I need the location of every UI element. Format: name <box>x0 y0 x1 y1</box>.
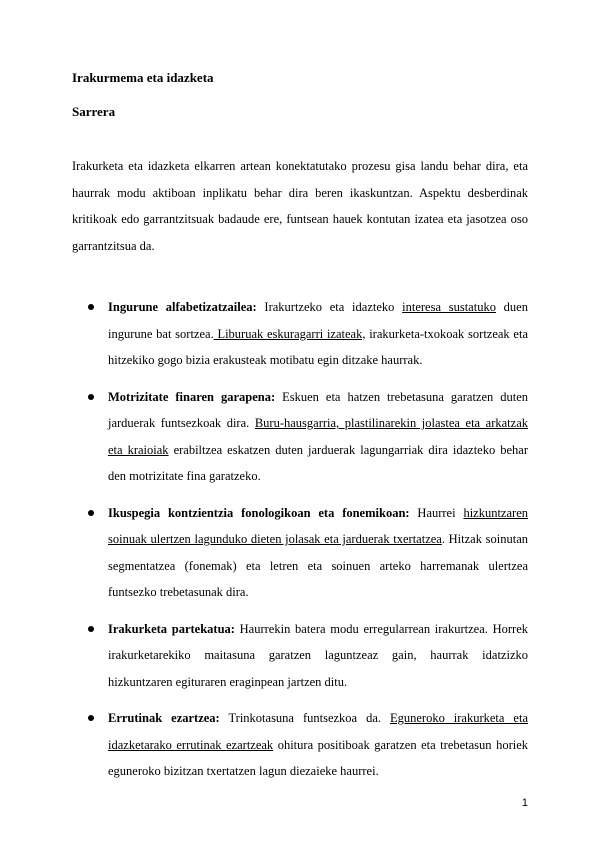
section-heading: Sarrera <box>72 104 116 119</box>
bullet-text: ohitura positiboak garatzen eta trebetasun horiek eguneroko bizitzan txertatzen lagun diezaieke haurrei. <box>108 737 529 778</box>
bullet-icon <box>88 394 94 400</box>
bullet-text: duen ingurune bat sortzea. <box>108 300 528 341</box>
bullet-text: Haurrei <box>409 505 464 520</box>
list-item <box>72 705 528 785</box>
bullet-text: Irakurtzeko eta idazteko <box>256 300 403 314</box>
underlined-text: Buru-hausgarria, plastilinarekin jolastea eta arkatzak eta kraioiak <box>108 416 528 457</box>
underlined-text: hizkuntzaren soinuak ulertzen lagunduko dieten jolasak eta jarduerak txertatzea <box>108 505 528 546</box>
bullet-text: Eskuen eta hatzen trebetasuna garatzen duten jarduerak funtsezkoak dira. <box>108 389 529 430</box>
bullet-term: Ingurune alfabetizatzailea: <box>108 300 257 314</box>
bullet-icon <box>88 626 94 632</box>
bullet-icon <box>88 304 94 310</box>
bullet-term: Ikuspegia kontzientzia fonologikoan eta fonemikoan: <box>108 505 410 520</box>
bullet-text: irakurketa-txokoak sortzeak eta hitzekiko gogo bizia erakusteak motibatu egin ditzake haurrak. <box>108 326 528 367</box>
intro-paragraph: Irakurketa eta idazketa elkarren artean konektatutako prozesu gisa landu behar dira, eta haurrak modu aktiboan inplikatu behar dira beren ikaskuntzan. Aspektu desberdinak kritikoak edo garrantzitsuak badaude ere, funtsean hauek kontutan izatea eta jasotzea oso garrantzitsua da. <box>72 159 528 253</box>
bullet-icon <box>88 510 94 516</box>
page-number: 1 <box>521 797 528 809</box>
bullet-list <box>72 294 528 795</box>
bullet-text: Haurrekin batera modu erregularrean irakurtzea. Horrek irakurketarekiko maitasuna garatzen laguntzeaz gain, haurrak idatzizko hizkuntzaren egituraren eraginpean jartzen ditu. <box>108 621 528 689</box>
bullet-text: Trinkotasuna funtsezkoa da. <box>219 711 390 725</box>
bullet-text: erabiltzea eskatzen duten jarduerak lagungarriak dira idazteko behar den motrizitate fina garatzeko. <box>108 442 528 483</box>
list-item <box>72 500 528 606</box>
bullet-term: Errutinak ezartzea: <box>108 711 220 725</box>
bullet-term: Motrizitate finaren garapena: <box>108 389 276 404</box>
underlined-text: Liburuak eskuragarri izateak, <box>213 326 366 341</box>
bullet-text: . Hitzak soinutan segmentatzea (fonemak) eta letren eta soinuen arteko harremanak ulertzea funtsezko trebetasunak dira. <box>108 532 528 599</box>
list-item <box>72 384 528 490</box>
document-title: Irakurmema eta idazketa <box>72 70 214 85</box>
underlined-text: Eguneroko irakurketa eta idazketarako errutinak ezartzeak <box>108 711 528 752</box>
list-item <box>72 294 528 374</box>
bullet-icon <box>88 715 94 721</box>
underlined-text: interesa sustatuko <box>402 300 496 314</box>
bullet-term: Irakurketa partekatua: <box>108 621 235 636</box>
list-item <box>72 616 528 696</box>
